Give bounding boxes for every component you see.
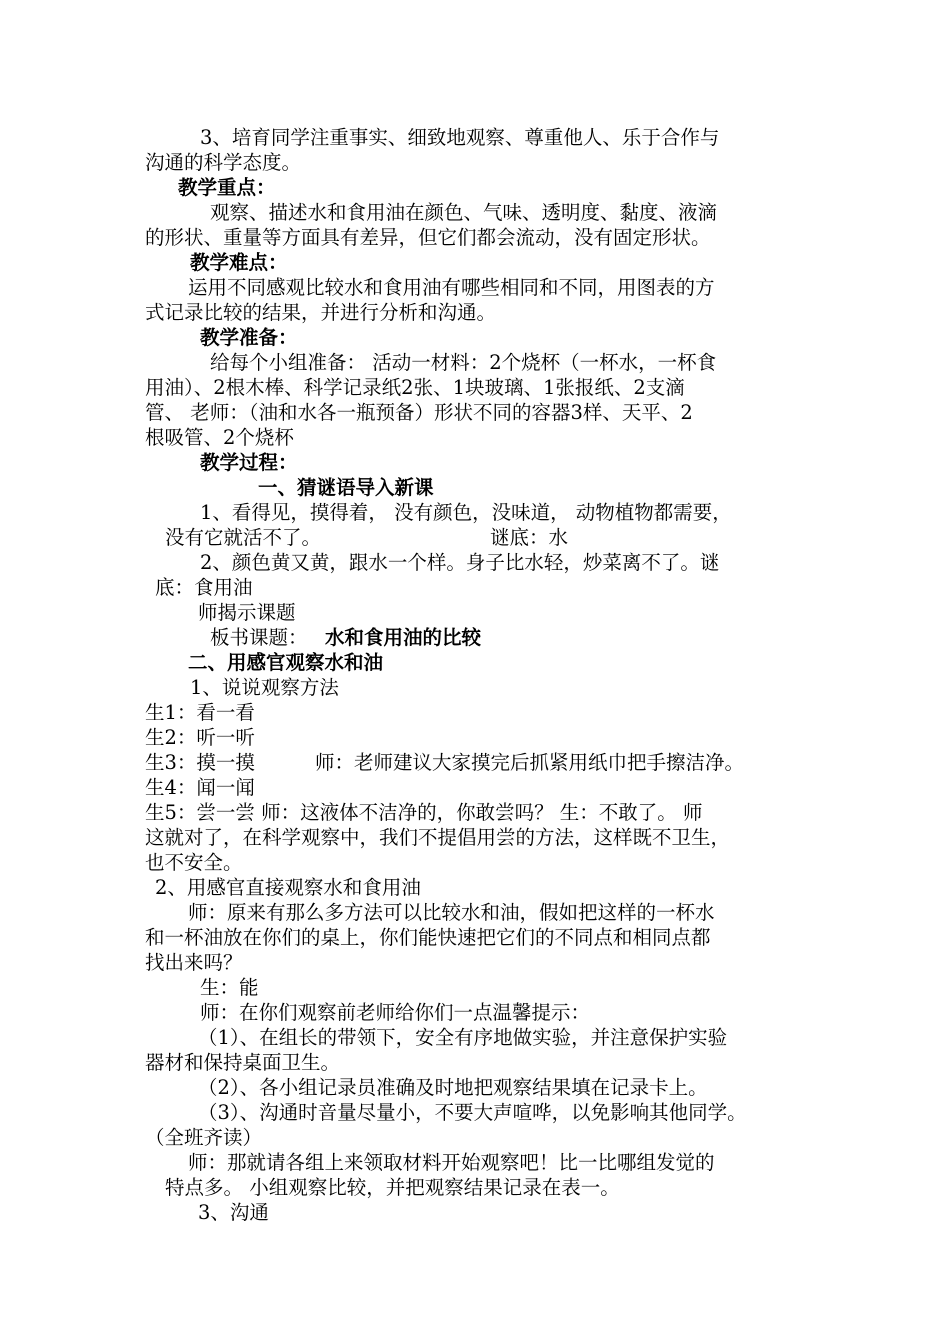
board-title: 水和食用油的比较 (325, 626, 482, 649)
student-answer: 生：能 (200, 976, 259, 999)
teacher-instruction-line-2: 特点多。 小组观察比较，并把观察结果记录在表一。 (165, 1176, 620, 1199)
teacher-tip-intro: 师：在你们观察前老师给你们一点温馨提示： (200, 1001, 591, 1024)
student-3: 生3：摸一摸 (145, 751, 255, 774)
preparation-line-3: 管、 老师：（油和水各一瓶预备）形状不同的容器3样、天平、2 (145, 401, 693, 424)
preparation-line-2: 用油）、2根木棒、科学记录纸2张、1块玻璃、1张报纸、2支滴 (145, 376, 685, 399)
teacher-line-3: 找出来吗？ (145, 951, 243, 974)
student-2: 生2：听一听 (145, 726, 255, 749)
key-points-line-1: 观察、描述水和食用油在颜色、气味、透明度、黏度、液滴 (210, 201, 718, 224)
teacher-line-2: 和一杯油放在你们的桌上，你们能快速把它们的不同点和相同点都 (145, 926, 711, 949)
objective-3-line-2: 沟通的科学态度。 (145, 151, 302, 174)
tip-3: （3）、沟通时音量尽量小，不要大声喧哗，以免影响其他同学。 (198, 1101, 747, 1124)
objective-3-line-1: 3、培育同学注重事实、细致地观察、尊重他人、乐于合作与 (200, 126, 720, 149)
step-3-title: 3、沟通 (198, 1201, 269, 1224)
student-1: 生1：看一看 (145, 701, 255, 724)
student-5-line-1: 生5：尝一尝 师：这液体不洁净的，你敢尝吗？ 生：不敢了。 师 (145, 801, 703, 824)
read-together: （全班齐读） (145, 1126, 263, 1149)
difficulties-line-2: 式记录比较的结果，并进行分析和沟通。 (145, 301, 497, 324)
student-5-line-2: 这就对了，在科学观察中，我们不提倡用尝的方法，这样既不卫生， (145, 826, 731, 849)
teacher-remark-1: 师：老师建议大家摸完后抓紧用纸巾把手擦洁净。 (315, 751, 745, 774)
section-1-title: 一、猜谜语导入新课 (258, 476, 434, 499)
riddle-2-line-1: 2、颜色黄又黄，跟水一个样。身子比水轻，炒菜离不了。谜 (200, 551, 720, 574)
riddle-1-line-2: 没有它就活不了。 (165, 526, 322, 549)
teacher-line-1: 师：原来有那么多方法可以比较水和油，假如把这样的一杯水 (188, 901, 715, 924)
heading-key-points: 教学重点： (178, 176, 276, 199)
heading-preparation: 教学准备： (200, 326, 298, 349)
riddle-1-line-1: 1、看得见，摸得着， 没有颜色，没味道， 动物植物都需要， (200, 501, 732, 524)
board-title-label: 板书课题： (210, 626, 308, 649)
heading-difficulties: 教学难点： (190, 251, 288, 274)
tip-1-line-2: 器材和保持桌面卫生。 (145, 1051, 341, 1074)
difficulties-line-1: 运用不同感观比较水和食用油有哪些相同和不同，用图表的方 (188, 276, 715, 299)
riddle-1-answer: 谜底：水 (490, 526, 569, 549)
section-2-title: 二、用感官观察水和油 (188, 651, 384, 674)
preparation-line-4: 根吸管、2个烧杯 (145, 426, 294, 449)
key-points-line-2: 的形状、重量等方面具有差异，但它们都会流动，没有固定形状。 (145, 226, 711, 249)
preparation-line-1: 给每个小组准备： 活动一材料：2个烧杯（一杯水，一杯食 (210, 351, 717, 374)
reveal-topic: 师揭示课题 (198, 601, 296, 624)
step-1-title: 1、说说观察方法 (190, 676, 339, 699)
heading-process: 教学过程： (200, 451, 298, 474)
teacher-instruction-line-1: 师：那就请各组上来领取材料开始观察吧！比一比哪组发觉的 (188, 1151, 715, 1174)
riddle-2-line-2: 底：食用油 (155, 576, 253, 599)
student-4: 生4：闻一闻 (145, 776, 255, 799)
student-5-line-3: 也不安全。 (145, 851, 243, 874)
tip-1-line-1: （1）、在组长的带领下，安全有序地做实验，并注意保护实验 (198, 1026, 728, 1049)
tip-2: （2）、各小组记录员准确及时地把观察结果填在记录卡上。 (198, 1076, 708, 1099)
step-2-title: 2、用感官直接观察水和食用油 (155, 876, 421, 899)
